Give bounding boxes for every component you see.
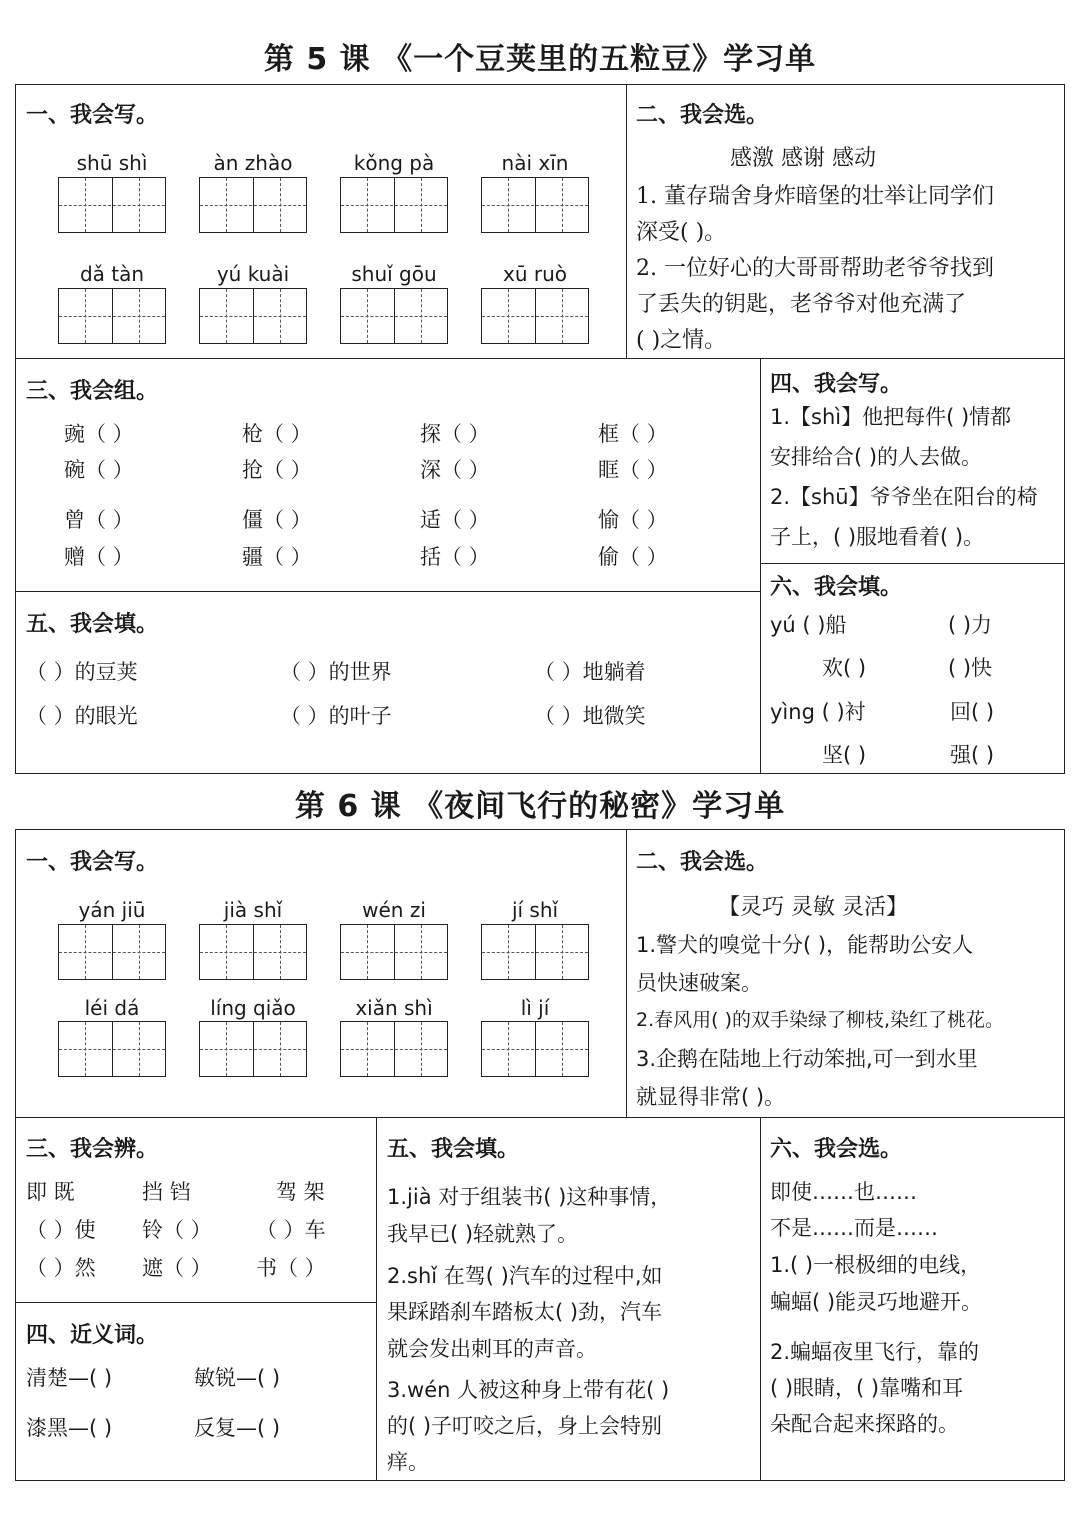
writing-grid[interactable]	[481, 924, 589, 980]
pinyin-label: kǒng pà	[353, 151, 435, 175]
writing-grid[interactable]	[199, 177, 307, 233]
word-group-item: 深（ ）	[420, 458, 490, 482]
fill-item: （ ）地微笑	[534, 704, 646, 728]
writing-grid[interactable]	[58, 288, 166, 344]
writing-grid[interactable]	[340, 1021, 448, 1077]
writing-grid[interactable]	[481, 288, 589, 344]
word-options: 【灵巧 灵敏 灵活】	[718, 895, 908, 920]
fill-item: （ ）的眼光	[26, 704, 138, 728]
l5-sec3-heading: 三、我会组。	[26, 379, 159, 404]
pinyin-label: dǎ tàn	[79, 262, 145, 286]
synonym-item: 清楚—( )	[26, 1366, 113, 1390]
word-group-item: 适（ ）	[420, 508, 490, 532]
pinyin-label: léi dá	[84, 996, 140, 1020]
fill-item: （ ）车	[256, 1218, 326, 1242]
question-text: 2.shǐ 在驾( )汽车的过程中,如	[387, 1264, 663, 1288]
writing-grid[interactable]	[199, 288, 307, 344]
fill-item: ( )力	[948, 613, 993, 637]
word-group-item: 愉（ ）	[598, 508, 668, 532]
question-text: 1.( )一根极细的电线，	[770, 1253, 982, 1277]
writing-grid[interactable]	[58, 924, 166, 980]
synonym-item: 漆黑—( )	[26, 1416, 113, 1440]
question-text: 1.【shì】他把每件( )情都	[770, 405, 1012, 429]
question-text: 1. 董存瑞舍身炸暗堡的壮举让同学们	[636, 184, 994, 209]
fill-item: 欢( )	[822, 656, 867, 680]
pinyin-label: àn zhào	[213, 151, 293, 175]
pinyin-label: yán jiū	[78, 898, 146, 922]
fill-item: （ ）使	[26, 1218, 96, 1242]
lesson5-title: 第 5 课 《一个豆荚里的五粒豆》学习单	[263, 42, 817, 77]
synonym-item: 敏锐—( )	[194, 1366, 281, 1390]
question-text: 2. 一位好心的大哥哥帮助老爷爷找到	[636, 256, 994, 281]
question-text: 的( )子叮咬之后，身上会特别	[387, 1414, 663, 1438]
pinyin-label: yú kuài	[216, 262, 290, 286]
word-group-item: 抢（ ）	[242, 458, 312, 482]
writing-grid[interactable]	[340, 924, 448, 980]
question-text: 员快速破案。	[636, 971, 762, 995]
pinyin-label: jí shǐ	[511, 898, 559, 922]
question-text: 蝙蝠( )能灵巧地避开。	[770, 1290, 983, 1314]
question-text: 了丢失的钥匙，老爷爷对他充满了	[636, 292, 967, 317]
question-text: 1.jià 对于组装书( )这种事情，	[387, 1185, 672, 1209]
fill-item: （ ）的豆荚	[26, 660, 138, 684]
word-group-item: 碗（ ）	[64, 458, 134, 482]
question-text: 就显得非常( )。	[636, 1085, 786, 1109]
l6-sec1-heading: 一、我会写。	[26, 850, 159, 875]
question-text: 就会发出刺耳的声音。	[387, 1337, 597, 1361]
fill-item: （ ）地躺着	[534, 660, 646, 684]
question-text: 安排给合( )的人去做。	[770, 445, 983, 469]
question-text: 痒。	[387, 1450, 429, 1474]
fill-item: 坚( )	[822, 743, 867, 767]
fill-item: yìng ( )衬	[770, 700, 866, 724]
question-text: 果踩踏刹车踏板太( )劲，汽车	[387, 1300, 663, 1324]
word-group-item: 曾（ ）	[64, 508, 134, 532]
word-group-item: 僵（ ）	[242, 508, 312, 532]
l5-sec6-heading: 六、我会填。	[770, 575, 903, 600]
word-group-item: 疆（ ）	[242, 545, 312, 569]
question-text: 3.wén 人被这种身上带有花( )	[387, 1378, 670, 1402]
question-text: 2.蝙蝠夜里飞行，靠的	[770, 1340, 980, 1364]
question-text: 深受( )。	[636, 220, 727, 245]
question-text: 子上，( )服地看着( )。	[770, 525, 985, 549]
word-options: 感激 感谢 感动	[730, 146, 876, 171]
writing-grid[interactable]	[340, 177, 448, 233]
pinyin-label: xū ruò	[502, 262, 567, 286]
synonym-item: 反复—( )	[194, 1416, 281, 1440]
word-group-item: 赠（ ）	[64, 545, 134, 569]
l6-sec4-heading: 四、近义词。	[26, 1323, 159, 1348]
l5-sec2-heading: 二、我会选。	[636, 103, 769, 128]
question-text: ( )眼睛，( )靠嘴和耳	[770, 1376, 964, 1400]
word-group-item: 括（ ）	[420, 545, 490, 569]
question-text: 2.春风用( )的双手染绿了柳枝,染红了桃花。	[636, 1009, 1005, 1031]
writing-grid[interactable]	[340, 288, 448, 344]
pinyin-label: jià shǐ	[223, 898, 283, 922]
fill-item: （ ）然	[26, 1256, 96, 1280]
conjunction-option: 即使……也……	[770, 1180, 917, 1204]
char-pair: 驾 架	[276, 1180, 325, 1204]
lesson6-title: 第 6 课 《夜间飞行的秘密》学习单	[294, 789, 786, 824]
fill-item: （ ）的叶子	[280, 704, 392, 728]
conjunction-option: 不是……而是……	[770, 1216, 938, 1240]
l5-sec4-heading: 四、我会写。	[770, 372, 903, 397]
fill-item: ( )快	[948, 656, 993, 680]
word-group-item: 豌（ ）	[64, 422, 134, 446]
fill-item: 遮（ ）	[142, 1256, 212, 1280]
word-group-item: 探（ ）	[420, 422, 490, 446]
writing-grid[interactable]	[199, 1021, 307, 1077]
question-text: 我早已( )轻就熟了。	[387, 1222, 579, 1246]
fill-item: 书（ ）	[256, 1256, 326, 1280]
question-text: 1.警犬的嗅觉十分( )，能帮助公安人	[636, 933, 974, 957]
pinyin-label: líng qiǎo	[210, 996, 296, 1020]
fill-item: （ ）的世界	[280, 660, 392, 684]
question-text: 2.【shū】爷爷坐在阳台的椅	[770, 485, 1038, 509]
pinyin-label: shū shì	[76, 151, 148, 175]
question-text: 3.企鹅在陆地上行动笨拙,可一到水里	[636, 1047, 978, 1071]
writing-grid[interactable]	[199, 924, 307, 980]
l6-sec2-heading: 二、我会选。	[636, 850, 769, 875]
char-pair: 挡 铛	[142, 1180, 191, 1204]
fill-item: 强( )	[950, 743, 995, 767]
word-group-item: 偷（ ）	[598, 545, 668, 569]
l5-sec5-heading: 五、我会填。	[26, 612, 159, 637]
l5-sec1-heading: 一、我会写。	[26, 103, 159, 128]
question-text: ( )之情。	[636, 328, 727, 353]
word-group-item: 枪（ ）	[242, 422, 312, 446]
word-group-item: 框（ ）	[598, 422, 668, 446]
fill-item: yú ( )船	[770, 613, 847, 637]
pinyin-label: wén zi	[362, 898, 426, 922]
pinyin-label: nài xīn	[501, 151, 569, 175]
writing-grid[interactable]	[58, 1021, 166, 1077]
pinyin-label: shuǐ gōu	[351, 262, 437, 286]
l6-sec6-heading: 六、我会选。	[770, 1137, 903, 1162]
pinyin-label: xiǎn shì	[355, 996, 433, 1020]
fill-item: 铃（ ）	[142, 1218, 212, 1242]
l6-sec3-heading: 三、我会辨。	[26, 1137, 159, 1162]
char-pair: 即 既	[26, 1180, 75, 1204]
writing-grid[interactable]	[58, 177, 166, 233]
writing-grid[interactable]	[481, 177, 589, 233]
word-group-item: 眶（ ）	[598, 458, 668, 482]
question-text: 朵配合起来探路的。	[770, 1412, 959, 1436]
fill-item: 回( )	[950, 700, 995, 724]
writing-grid[interactable]	[481, 1021, 589, 1077]
pinyin-label: lì jí	[520, 996, 550, 1020]
l6-sec5-heading: 五、我会填。	[387, 1137, 520, 1162]
